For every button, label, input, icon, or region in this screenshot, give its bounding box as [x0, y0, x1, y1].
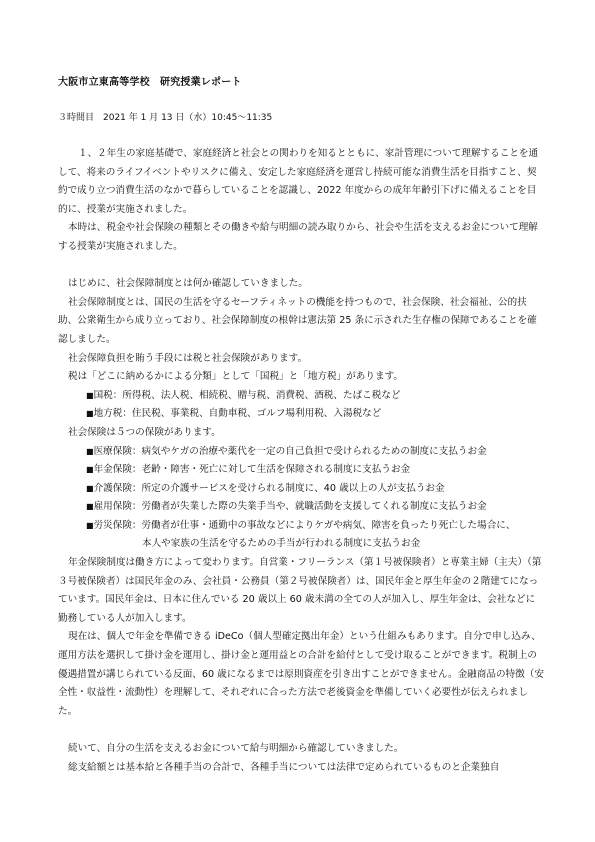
ideco-paragraph: 現在は、個人で年金を準備できる iDeCo（個人型確定拠出年金）という仕組みもあります。自分で申し込み、運用方法を選択して掛け金を運用し、掛け金と運用益との合計を給付として受け取ることができます。税制上の優遇措置が講じられている反面、60 歳になるまでは原則資産を引き出すことができません。金融商品の特徴（安全性・収益性・流動性）を理解して、それぞれに合った方法で老後資金を準備していく必要性が伝えられました。 — [58, 631, 544, 717]
tax-item — [58, 405, 544, 424]
section2-opening: 続いて、自分の生活を支えるお金について給与明細から確認していきました。 — [68, 743, 404, 754]
tax-item — [58, 387, 544, 406]
square-bullet-icon: ■ — [86, 409, 94, 419]
square-bullet-icon: ■ — [86, 520, 94, 530]
insurance-item — [58, 498, 544, 517]
insurance-item-text: 雇用保険：労働者が失業した際の失業手当や、就職活動を支援してくれる制度に支払うお金 — [93, 501, 487, 513]
square-bullet-icon: ■ — [86, 502, 94, 512]
funding-sentence: 社会保障負担を賄う手段には税と社会保険があります。 — [68, 352, 308, 364]
insurance-item — [58, 517, 544, 536]
section1-opening: はじめに、社会保障制度とは何か確認していきました。 — [68, 278, 308, 290]
insurance-intro: 社会保険は５つの保険があります。 — [68, 426, 221, 438]
tax-intro: 税は「どこに納めるかによる分類」として「国税」と「地方税」があります。 — [68, 371, 404, 383]
report-title: 大阪市立東高等学校 研究授業レポート — [58, 77, 242, 88]
insurance-item-text: 年金保険：老齢・障害・死亡に対して生活を保障される制度に支払うお金 — [93, 464, 411, 476]
insurance-item — [58, 480, 544, 499]
insurance-item-text: 労災保険：労働者が仕事・通勤中の事故などによりケガや病気、障害を負ったり死亡した場合に、 — [93, 519, 516, 531]
class-date-line: ３時間目 2021 年 1 月 13 日（水）10:45～11:35 — [58, 113, 273, 123]
insurance-item — [58, 461, 544, 480]
intro-paragraph: １、２年生の家庭基礎で、家庭経済と社会との関わりを知るとともに、家計管理について理解することを通して、将来のライフイベントやリスクに備え、安定した家庭経済を運営し持続可能な消費生活を目指すこと、契約で成り立つ消費生活のなかで暮らしていることを認識し、2022 年度からの成年年齢引下げに備えることを目的に、授業が実施されました。 — [58, 148, 539, 215]
insurance-item-text: 介護保険：所定の介護サービスを受けられる制度に、40 歳以上の人が支払うお金 — [93, 482, 445, 494]
insurance-item-text: 医療保険：病気やケガの治療や薬代を一定の自己負担で受けられるための制度に支払うお金 — [93, 445, 487, 457]
social-security-definition: 社会保障制度とは、国民の生活を守るセーフティネットの機能を持つもので、社会保険、社会福祉、公的扶助、公衆衛生から成り立っており、社会保障制度の根幹は憲法第 25 条に示された生存権の保障であることを確認しました。 — [58, 296, 537, 345]
square-bullet-icon: ■ — [86, 390, 94, 400]
tax-item-text: 国税：所得税、法人税、相続税、贈与税、消費税、酒税、たばこ税など — [93, 389, 401, 401]
square-bullet-icon: ■ — [86, 446, 94, 456]
insurance-item-continuation: 本人や家族の生活を守るための手当が行われる制度に支払うお金 — [142, 538, 421, 550]
intro-paragraph: 本時は、税金や社会保険の種類とその働きや給与明細の読み取りから、社会や生活を支えるお金について理解する授業が実施されました。 — [58, 222, 538, 252]
pension-paragraph: 年金保険制度は働き方によって変わります。自営業・フリーランス（第１号被保険者）と専業主婦（主夫）（第３号被保険者）は国民年金のみ、会社員・公務員（第２号被保険者）は、国民年金と厚生年金の２階建てになっています。国民年金は、日本に住んでいる 20 歳以上 60 歳未満の全ての人が加入し、厚生年金は、会社などに勤務している人が加入します。 — [58, 557, 542, 624]
insurance-item — [58, 443, 544, 462]
square-bullet-icon: ■ — [86, 483, 94, 493]
square-bullet-icon: ■ — [86, 465, 94, 475]
gross-pay-paragraph: 総支給額とは基本給と各種手当の合計で、各種手当については法律で定められているものと企業独自 — [68, 761, 500, 773]
report-body — [58, 145, 544, 777]
tax-item-text: 地方税：住民税、事業税、自動車税、ゴルフ場利用税、入湯税など — [93, 408, 382, 420]
